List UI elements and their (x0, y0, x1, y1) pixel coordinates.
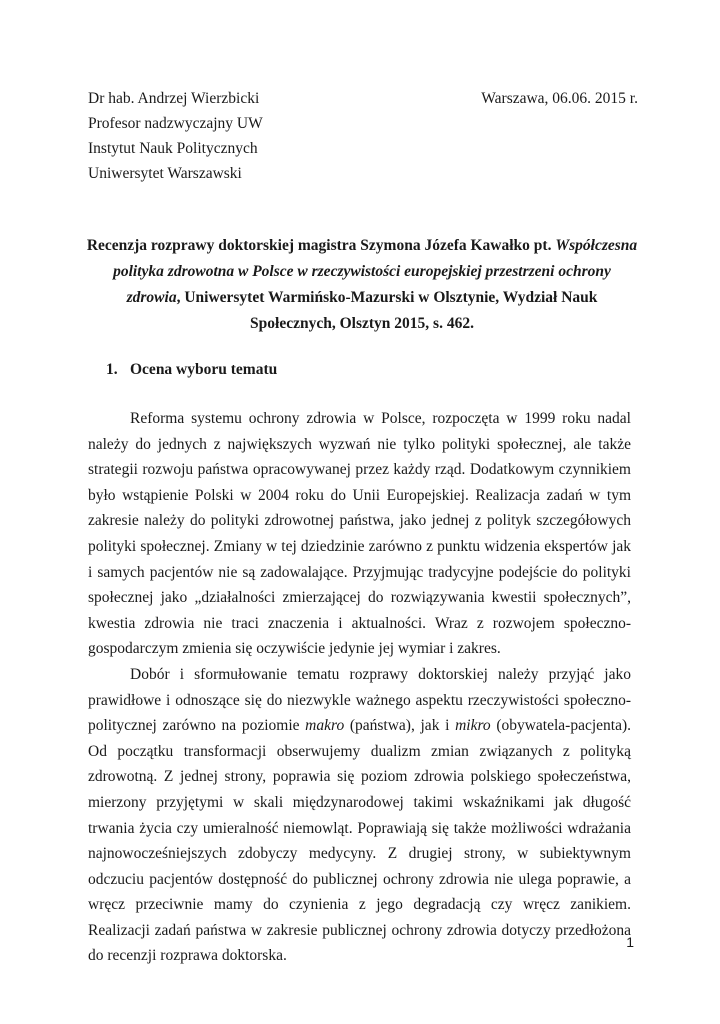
paragraph-2-part-a: Dobór i sformułowanie tematu rozprawy doktorskiej należy przyjąć jako prawidłowe i odnoszące się do niezwykle ważnego aspektu rzeczywistości społeczno-politycznej zarówno na poziomie (88, 665, 631, 735)
paragraph-2-makro: makro (305, 717, 345, 735)
paragraph-1: Reforma systemu ochrony zdrowia w Polsce, rozpoczęta w 1999 roku nadal należy do jednych z największych wyzwań nie tylko polityki społecznej, ale także strategii rozwoju państwa opracowywanej przez każdy rząd. Dodatkowym czynnikiem było wstąpienie Polski w 2004 roku do Unii Europejskiej. Realizacja zadań w tym zakresie należy do polityki zdrowotnej państwa, jako jednej z polityk szczegółowych polityki społecznej. Zmiany w tej dziedzinie zarówno z punktu widzenia ekspertów jak i samych pacjentów nie są zadowalające. Przyjmując tradycyjne podejście do polityki społecznej jako „działalności zmierzającej do rozwiązywania kwestii społecznych”, kwestia zdrowia nie traci znaczenia i aktualności. Wraz z rozwojem społeczno-gospodarczym zmienia się oczywiście jedynie jej wymiar i zakres. (88, 410, 631, 658)
place-date: Warszawa, 06.06. 2015 r. (481, 90, 638, 107)
paragraph-2-mikro: mikro (455, 717, 491, 735)
sender-university: Uniwersytet Warszawski (88, 165, 242, 182)
section-heading (106, 358, 277, 382)
paragraph-2 (88, 662, 631, 969)
sender-name: Dr hab. Andrzej Wierzbicki (88, 90, 260, 107)
sender-block (88, 86, 263, 186)
sender-institute: Instytut Nauk Politycznych (88, 140, 258, 157)
section-title: Ocena wyboru tematu (130, 361, 278, 378)
paragraph-2-part-b: (państwa), jak i (344, 717, 456, 735)
body-text (88, 406, 631, 969)
title-italic: Współczesna polityka zdrowotna w Polsce w rzeczywistości europejskiej przestrzeni ochrony zdrowia (113, 237, 638, 306)
page-number: 1 (626, 934, 634, 950)
title-part1: Recenzja rozprawy doktorskiej magistra Szymona Józefa Kawałko pt. (86, 237, 556, 254)
sender-position: Profesor nadzwyczajny UW (88, 115, 263, 132)
document-title (86, 233, 638, 337)
section-number: 1. (106, 361, 118, 378)
title-part2: , Uniwersytet Warmińsko-Mazurski w Olsztynie, Wydział Nauk Społecznych, Olsztyn 2015, s. 462. (176, 289, 598, 332)
paragraph-2-part-c: (obywatela-pacjenta). Od początku transformacji obserwujemy dualizm zmian związanych z polityką zdrowotną. Z jednej strony, poprawia się poziom zdrowia polskiego społeczeństwa, mierzony przyjętymi w skali międzynarodowej takimi wskaźnikami jak długość trwania życia czy umieralność niemowląt. Poprawiają się także możliwości wdrażania najnowocześniejszych zdobyczy medycyny. Z drugiej strony, w subiektywnym odczuciu pacjentów dostępność do publicznej ochrony zdrowia nie ulega poprawie, a wręcz przeciwnie mamy do czynienia z jego degradacją czy wręcz zanikiem. Realizacji zadań państwa w zakresie publicznej ochrony zdrowia dotyczy przedłożona do recenzji rozprawa doktorska. (88, 717, 631, 965)
